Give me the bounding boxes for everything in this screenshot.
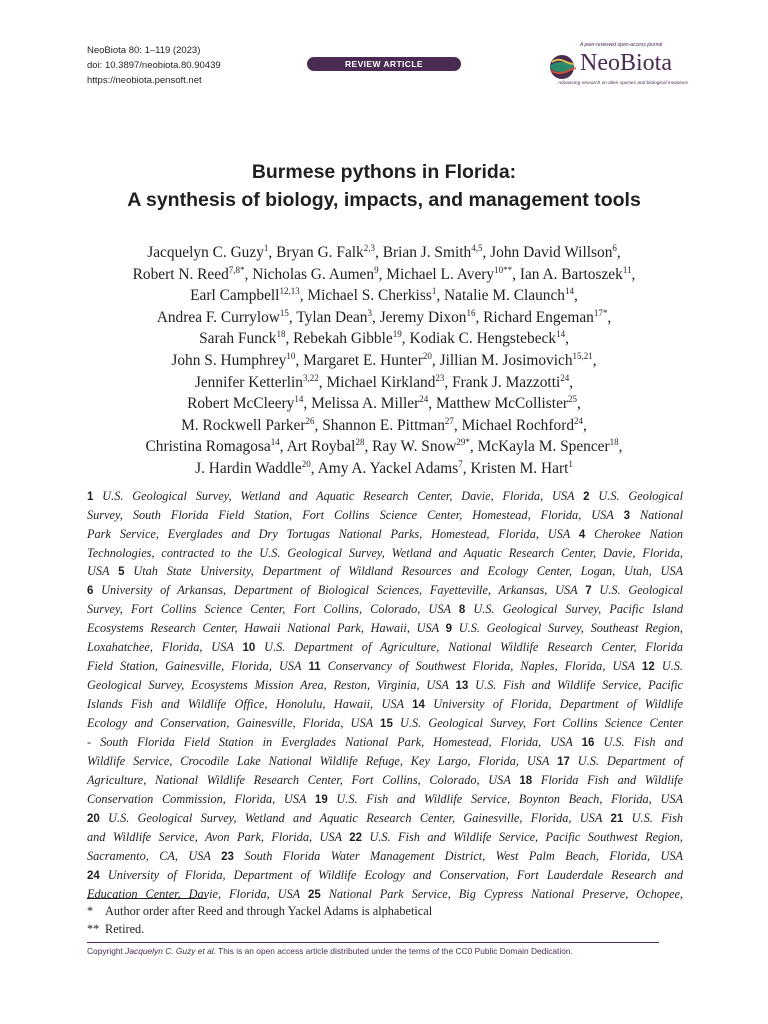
author-separator: ,: [279, 438, 287, 456]
affiliation-text: U.S. Fish and Wildlife Service, Boynton Beach, Florida, USA: [336, 792, 683, 806]
affiliation-line: [87, 771, 683, 790]
author-name: Jillian M. Josimovich: [439, 351, 573, 369]
affiliation-line: [87, 525, 683, 544]
author-name: Amy A. Yackel Adams: [317, 459, 459, 477]
author[interactable]: [409, 330, 565, 347]
author-affiliation-ref: 16: [466, 307, 476, 318]
affiliation-text: U.S. Geological Survey, Wetland and Aquatic Research Center, Gainesville, Florida, USA: [108, 811, 603, 825]
affiliation-line: [87, 885, 683, 904]
affiliation-number: 17: [557, 756, 570, 768]
copyright-prefix: Copyright: [87, 946, 126, 956]
author[interactable]: [440, 352, 593, 369]
affiliation-text: Islands Fish and Wildlife Office, Honolulu, Hawaii, USA: [87, 697, 404, 711]
author-name: Ray W. Snow: [372, 438, 457, 456]
affiliation-number: 11: [308, 661, 321, 673]
affiliation-line: [87, 809, 683, 828]
affiliation-number: 12: [641, 661, 655, 673]
author-name: Michael L. Avery: [386, 265, 495, 283]
author[interactable]: [326, 374, 444, 391]
author-affiliation-ref: 2,3: [363, 242, 375, 253]
affiliation-text: U.S. Geological Survey, Pacific Island: [473, 602, 684, 616]
affiliation-text: U.S. Fish and Wildlife Service, Pacific Southwest Region,: [369, 830, 683, 844]
affiliation-line: [87, 790, 683, 809]
footnote-text: Author order after Reed and through Yackel Adams is alphabetical: [105, 904, 433, 918]
author-affiliation-ref: 29*: [456, 437, 470, 448]
author-line: [60, 242, 708, 264]
affiliation-number: 9: [445, 623, 453, 635]
author-separator: ,: [475, 308, 484, 326]
author-name: J. Hardin Waddle: [195, 459, 302, 477]
affiliation-number: 1: [87, 491, 94, 503]
affiliation-line: [87, 619, 683, 638]
affiliation-text: University of Florida, Department of Wildlife: [433, 697, 684, 711]
author-separator: ,: [482, 244, 491, 261]
affiliation-text: Education Center, Davie, Florida, USA: [87, 887, 300, 901]
affiliation-text: National Park Service, Big Cypress National Preserve, Ochopee,: [328, 887, 683, 901]
author-affiliation-ref: 14: [556, 329, 566, 340]
affiliation-line: [87, 638, 683, 657]
affiliation-text: Wildlife Service, Crocodile Lake National Wildlife Refuge, Key Largo, Florida, USA: [87, 754, 550, 768]
author-affiliation-ref: 10**: [494, 264, 513, 275]
affiliation-line: [87, 695, 683, 714]
affiliation-number: 2: [583, 491, 590, 503]
affiliation-text: USA: [87, 564, 110, 578]
author-affiliation-ref: 1: [568, 458, 573, 469]
author-line: [60, 372, 708, 394]
affiliation-text: Cherokee Nation: [594, 527, 684, 541]
affiliation-text: Conservation Commission, Florida, USA: [87, 792, 307, 806]
title-line-2: A synthesis of biology, impacts, and management tools: [127, 189, 641, 211]
title-line-1: Burmese pythons in Florida:: [251, 161, 517, 183]
author-separator: ,: [268, 244, 277, 261]
author-name: Brian J. Smith: [382, 244, 472, 261]
affiliation-line: [87, 866, 683, 885]
affiliation-line: [87, 676, 683, 695]
author-separator: ,: [618, 438, 623, 456]
affiliation-number: 8: [458, 604, 466, 616]
author-affiliation-ref: 6: [612, 242, 617, 253]
author-name: Margaret E. Hunter: [303, 351, 423, 369]
author-affiliation-ref: 10: [286, 350, 296, 361]
author-name: Richard Engeman: [483, 308, 594, 326]
author-separator: ,: [583, 416, 587, 434]
author-separator: ,: [378, 265, 387, 283]
journal-url-link[interactable]: https://neobiota.pensoft.net: [87, 75, 202, 86]
author-name: Sarah Funck: [199, 330, 277, 348]
affiliation-number: 6: [87, 585, 94, 597]
author-name: Shannon E. Pittman: [322, 416, 445, 434]
affiliation-number: 7: [585, 585, 592, 597]
affiliation-number: 5: [118, 566, 125, 578]
footnote-retired: [87, 922, 144, 937]
author[interactable]: [436, 395, 577, 412]
affiliation-text: Survey, South Florida Field Station, Fort Collins Science Center, Homestead, Florida, USA: [87, 508, 614, 522]
affiliation-number: 14: [412, 699, 425, 711]
author[interactable]: [386, 266, 512, 283]
affiliation-text: Field Station, Gainesville, Florida, USA: [87, 659, 302, 673]
affiliation-text: U.S. Geological: [599, 583, 683, 597]
author-affiliation-ref: 11: [622, 264, 632, 275]
author[interactable]: [318, 460, 463, 477]
affiliation-text: Conservancy of Southwest Florida, Naples, Florida, USA: [327, 659, 635, 673]
author[interactable]: [307, 287, 436, 304]
author-separator: ,: [364, 438, 373, 456]
affiliation-line: [87, 600, 683, 619]
author-affiliation-ref: 4,5: [471, 242, 483, 253]
footnote-text: Retired.: [105, 922, 145, 936]
journal-header-info: [87, 43, 221, 88]
author-affiliation-ref: 12,13: [279, 286, 300, 297]
footnote-alphabetical: [87, 904, 432, 919]
author-separator: ,: [436, 287, 445, 305]
affiliation-text: Sacramento, CA, USA: [87, 849, 211, 863]
author-name: Melissa A. Miller: [311, 395, 420, 413]
affiliation-line: [87, 752, 683, 771]
author[interactable]: [252, 266, 378, 283]
author-affiliation-ref: 23: [435, 372, 445, 383]
author-affiliation-ref: 14: [565, 286, 574, 297]
author[interactable]: [181, 417, 314, 434]
author-affiliation-ref: 1: [431, 286, 437, 297]
affiliation-number: 19: [314, 794, 328, 806]
author[interactable]: [322, 417, 454, 434]
author-separator: ,: [310, 459, 318, 477]
affiliation-line: [87, 733, 683, 752]
affiliation-number: 18: [519, 775, 533, 787]
author-affiliation-ref: 3: [367, 307, 372, 318]
author-line: [60, 393, 708, 415]
affiliation-text: Ecology and Conservation, Gainesville, Florida, USA: [87, 716, 373, 730]
author[interactable]: [171, 352, 295, 369]
author-separator: ,: [318, 373, 327, 391]
author-affiliation-ref: 27: [444, 415, 454, 426]
author-name: Bryan G. Falk: [276, 244, 364, 261]
author-name: Jennifer Ketterlin: [194, 373, 303, 391]
copyright-divider: [87, 942, 659, 943]
affiliation-line: [87, 847, 683, 866]
author-separator: ,: [285, 330, 294, 348]
author[interactable]: [190, 287, 300, 304]
author[interactable]: [133, 266, 245, 283]
author-affiliation-ref: 24: [560, 372, 570, 383]
author-name: Jacquelyn C. Guzy: [147, 244, 264, 261]
author-affiliation-ref: 15,21: [572, 350, 593, 361]
author-name: Kodiak C. Hengstebeck: [409, 330, 557, 348]
author-separator: ,: [314, 416, 323, 434]
author-list: [60, 242, 708, 480]
author-line: [60, 436, 708, 458]
copyright-authors: Jacquelyn C. Guzy et al.: [125, 946, 216, 956]
author[interactable]: [383, 244, 483, 261]
affiliation-text: U.S. Fish and: [603, 735, 683, 749]
author-name: Robert McCleery: [187, 395, 295, 413]
journal-citation: NeoBiota 80: 1–119 (2023): [87, 45, 201, 56]
affiliation-line: [87, 581, 683, 600]
affiliation-number: 4: [578, 529, 586, 541]
affiliation-number: 3: [623, 510, 630, 522]
affiliation-text: U.S. Department of Agriculture, National Wildlife Research Center, Florida: [264, 640, 684, 654]
author-line: [60, 350, 708, 372]
author-affiliation-ref: 14: [294, 394, 304, 405]
author-affiliation-ref: 28: [355, 437, 365, 448]
affiliation-text: - South Florida Field Station in Everglades National Park, Homestead, Florida, USA: [87, 735, 573, 749]
affiliation-text: U.S. Fish: [631, 811, 684, 825]
author-separator: ,: [574, 287, 578, 305]
affiliation-number: 13: [455, 680, 469, 692]
author-separator: ,: [401, 330, 410, 348]
footnote-divider: [87, 898, 207, 899]
affiliation-text: Utah State University, Department of Wildland Resources and Ecology Center, Logan, Utah, USA: [133, 564, 684, 578]
author[interactable]: [311, 395, 428, 412]
affiliation-text: Loxahatchee, Florida, USA: [87, 640, 234, 654]
affiliation-text: U.S. Geological: [598, 489, 683, 503]
author[interactable]: [380, 309, 476, 326]
affiliation-line: [87, 544, 683, 562]
affiliation-text: U.S. Geological Survey, Southeast Region,: [458, 621, 684, 635]
author-name: Kristen M. Hart: [470, 459, 569, 477]
author-line: [60, 307, 708, 329]
author-name: John S. Humphrey: [171, 351, 287, 369]
author-separator: ,: [577, 395, 581, 413]
affiliation-line: [87, 562, 683, 581]
affiliation-text: Ecosystems Research Center, Hawaii National Park, Hawaii, USA: [87, 621, 439, 635]
author-name: Andrea F. Currylow: [156, 308, 280, 326]
author-separator: ,: [428, 395, 436, 413]
affiliations: [87, 487, 683, 904]
author-line: [60, 328, 708, 350]
author[interactable]: [303, 352, 432, 369]
author-separator: ,: [565, 330, 569, 348]
author-name: Michael Rochford: [461, 416, 575, 434]
affiliation-text: U.S.: [661, 659, 684, 673]
author[interactable]: [199, 330, 285, 347]
brand-tagline-bottom: Advancing research on alien species and biological invasions: [557, 81, 688, 86]
affiliation-text: Technologies, contracted to the U.S. Geological Survey, Wetland and Aquatic Research Center, Davie, Florida,: [87, 546, 683, 560]
author-name: Tylan Dean: [296, 308, 368, 326]
author[interactable]: [195, 460, 311, 477]
author-separator: ,: [299, 287, 308, 305]
affiliation-text: U.S. Department of: [577, 754, 684, 768]
author[interactable]: [287, 438, 365, 455]
author-name: Michael S. Cherkiss: [307, 287, 432, 305]
affiliation-text: U.S. Geological Survey, Wetland and Aquatic Research Center, Davie, Florida, USA: [102, 489, 575, 503]
affiliation-text: Geological Survey, Ecosystems Mission Area, Reston, Virginia, USA: [87, 678, 449, 692]
neobiota-logo-icon: [546, 52, 578, 82]
affiliation-number: 24: [87, 870, 100, 882]
author-line: [60, 285, 708, 307]
affiliation-number: 15: [380, 718, 393, 730]
affiliation-text: Florida Fish and Wildlife: [540, 773, 684, 787]
affiliation-text: National: [639, 508, 683, 522]
affiliation-number: 20: [87, 813, 100, 825]
author-affiliation-ref: 19: [392, 329, 402, 340]
affiliation-line: [87, 828, 683, 847]
author[interactable]: [490, 244, 617, 261]
author-name: Rebekah Gibble: [293, 330, 393, 348]
article-type-badge: REVIEW ARTICLE: [307, 57, 461, 71]
author[interactable]: [462, 417, 583, 434]
author-name: Frank J. Mazzotti: [452, 373, 561, 391]
affiliation-number: 23: [221, 851, 234, 863]
copyright-notice: [87, 946, 687, 956]
author-separator: ,: [462, 459, 471, 477]
footnote-mark: *: [87, 904, 94, 918]
author-name: Art Roybal: [286, 438, 356, 456]
affiliation-number: 22: [349, 832, 363, 844]
author[interactable]: [452, 374, 569, 391]
affiliation-text: Agriculture, National Wildlife Research Center, Fort Collins, Colorado, USA: [87, 773, 511, 787]
author[interactable]: [157, 309, 289, 326]
author-separator: ,: [616, 244, 621, 261]
author-separator: ,: [244, 265, 253, 283]
author-separator: ,: [303, 395, 312, 413]
author-name: Natalie M. Claunch: [444, 287, 565, 305]
author[interactable]: [478, 438, 619, 455]
author-affiliation-ref: 9: [374, 264, 379, 275]
brand-name: NeoBiota: [580, 50, 672, 76]
author-name: Christina Romagosa: [145, 438, 271, 456]
author-name: John David Willson: [490, 244, 613, 261]
author-affiliation-ref: 7,8*: [228, 264, 245, 275]
author-name: Matthew McCollister: [435, 395, 569, 413]
author-separator: ,: [453, 416, 462, 434]
author-name: M. Rockwell Parker: [181, 416, 306, 434]
affiliation-number: 10: [242, 642, 256, 654]
affiliation-text: University of Florida, Department of Wildlife Ecology and Conservation, Fort Lauderdale Research and: [107, 868, 684, 882]
author-name: Jeremy Dixon: [379, 308, 467, 326]
affiliation-text: South Florida Water Management District, West Palm Beach, Florida, USA: [244, 849, 683, 863]
affiliation-number: 25: [307, 889, 321, 901]
author-line: [60, 458, 708, 480]
author-separator: ,: [569, 373, 574, 391]
author-affiliation-ref: 1: [263, 242, 269, 253]
author-affiliation-ref: 20: [422, 350, 432, 361]
author[interactable]: [520, 266, 632, 283]
author-name: McKayla M. Spencer: [477, 438, 610, 456]
article-title: [0, 158, 768, 214]
author[interactable]: [147, 244, 268, 261]
author-separator: ,: [375, 244, 383, 261]
author-name: Earl Campbell: [190, 287, 280, 305]
author-affiliation-ref: 20: [301, 458, 311, 469]
journal-brand[interactable]: [508, 40, 688, 90]
author-affiliation-ref: 18: [609, 437, 619, 448]
affiliation-line: [87, 714, 683, 733]
affiliation-text: University of Arkansas, Department of Biological Sciences, Fayetteville, Arkansas, USA: [101, 583, 578, 597]
author-affiliation-ref: 7: [458, 458, 463, 469]
author-separator: ,: [431, 351, 440, 369]
author-affiliation-ref: 18: [276, 329, 286, 340]
affiliation-line: [87, 657, 683, 676]
affiliation-text: U.S. Geological Survey, Fort Collins Science Center: [400, 716, 683, 730]
footnote-mark: **: [87, 922, 100, 936]
author-affiliation-ref: 15: [279, 307, 289, 318]
author-line: [60, 264, 708, 286]
affiliation-text: Park Service, Everglades and Dry Tortugas National Parks, Homestead, Florida, USA: [87, 527, 571, 541]
author-separator: ,: [469, 438, 478, 456]
author[interactable]: [276, 244, 375, 261]
author[interactable]: [187, 395, 303, 412]
affiliation-number: 16: [581, 737, 595, 749]
author-separator: ,: [444, 373, 453, 391]
author-separator: ,: [295, 351, 304, 369]
affiliation-line: [87, 487, 683, 506]
copyright-license[interactable]: This is an open access article distributed under the terms of the CC0 Public Domain Dedication.: [215, 946, 573, 956]
author-separator: ,: [592, 351, 597, 369]
author-separator: ,: [631, 265, 636, 283]
author-affiliation-ref: 25: [568, 394, 578, 405]
author-separator: ,: [288, 308, 297, 326]
author-separator: ,: [512, 265, 520, 283]
author-affiliation-ref: 26: [305, 415, 315, 426]
author-affiliation-ref: 24: [419, 394, 429, 405]
affiliation-line: [87, 506, 683, 525]
author[interactable]: [195, 374, 319, 391]
author[interactable]: [483, 309, 607, 326]
author-separator: ,: [371, 308, 380, 326]
author-line: [60, 415, 708, 437]
doi-link[interactable]: doi: 10.3897/neobiota.80.90439: [87, 60, 221, 71]
author-name: Ian A. Bartoszek: [519, 265, 623, 283]
author-affiliation-ref: 17*: [593, 307, 608, 318]
author[interactable]: [470, 460, 572, 477]
author[interactable]: [145, 438, 279, 455]
author[interactable]: [296, 309, 372, 326]
brand-tagline-top: A peer-reviewed open-access journal: [580, 42, 663, 48]
author-separator: ,: [607, 308, 612, 326]
author-name: Robert N. Reed: [132, 265, 229, 283]
affiliation-text: U.S. Fish and Wildlife Service, Pacific: [475, 678, 684, 692]
author[interactable]: [444, 287, 574, 304]
affiliation-text: and Wildlife Service, Avon Park, Florida, USA: [87, 830, 342, 844]
affiliation-number: 21: [610, 813, 624, 825]
author-affiliation-ref: 24: [574, 415, 584, 426]
affiliation-text: Survey, Fort Collins Science Center, Fort Collins, Colorado, USA: [87, 602, 451, 616]
author[interactable]: [372, 438, 470, 455]
author-affiliation-ref: 3,22: [302, 372, 319, 383]
author-name: Nicholas G. Aumen: [252, 265, 375, 283]
author-affiliation-ref: 14: [270, 437, 280, 448]
author-name: Michael Kirkland: [326, 373, 436, 391]
author[interactable]: [293, 330, 402, 347]
